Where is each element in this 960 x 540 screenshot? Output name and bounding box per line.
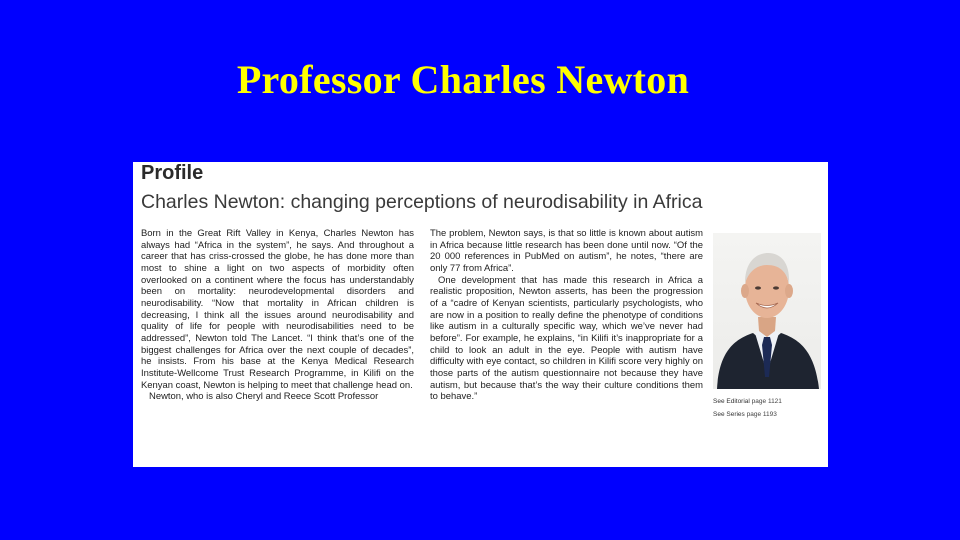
slide-title: Professor Charles Newton (236, 57, 690, 102)
portrait-photo (713, 233, 821, 389)
section-label: Profile (141, 162, 204, 184)
see-series-page: page 1193 (746, 411, 777, 418)
see-editorial-label: See Editorial (713, 398, 750, 405)
article-clipping (133, 162, 828, 467)
portrait-figure (713, 233, 821, 389)
left-column (141, 228, 414, 403)
see-series-note[interactable] (713, 408, 782, 421)
middle-paragraph-2: One development that has made this research in Africa a realistic proposition, Newton asserts, has been the progression of a “cadre of Kenyan scientists, particularly psychologists, who are now in a position to really define the phenotype of conditions like autism in a culturally specific way, which we’ve never had before”. For example, he explains, “in Kilifi it’s inappropriate for a child to look an adult in the eye. People with autism have difficulty with eye contact, so children in Kilifi score very highly on those parts of the autism questionnaire not because they have autism, but because that’s the way their culture conditions them to behave.” (430, 274, 703, 403)
left-paragraph-2: Newton, who is also Cheryl and Reece Scott Professor (149, 391, 379, 403)
see-editorial-note[interactable] (713, 395, 782, 408)
see-editorial-page: page 1121 (751, 398, 782, 405)
see-series-label: See Series (713, 411, 745, 418)
see-also-notes (713, 395, 782, 421)
left-paragraph-1: Born in the Great Rift Valley in Kenya, Charles Newton has always had “Africa in the system”, he says. And throughout a career that has criss-crossed the globe, he has done more than most to shine a light on two aspects of morbidity often overlooked on a continent where the focus has understandably been on mortality: neurodevelopmental disorders and neurodisability. “Now that mortality in African children is decreasing, I think all the issues around neurodisability and quality of life for people with neurodisabilities need to be addressed”, Newton told The Lancet. “I think that’s one of the biggest challenges for Africa over the next couple of decades”, he insists. From his base at the Kenya Medical Research Institute-Wellcome Trust Research Programme, in Kilifi on the Kenyan coast, Newton is helping to meet that challenge head on. (141, 228, 414, 391)
article-headline: Charles Newton: changing perceptions of neurodisability in Africa (141, 191, 703, 213)
middle-column (430, 228, 703, 403)
middle-paragraph-1: The problem, Newton says, is that so little is known about autism in Africa because little research has been done until now. “Of the 20 000 references in PubMed on autism”, he notes, “there are only 77 from Africa”. (430, 228, 703, 274)
